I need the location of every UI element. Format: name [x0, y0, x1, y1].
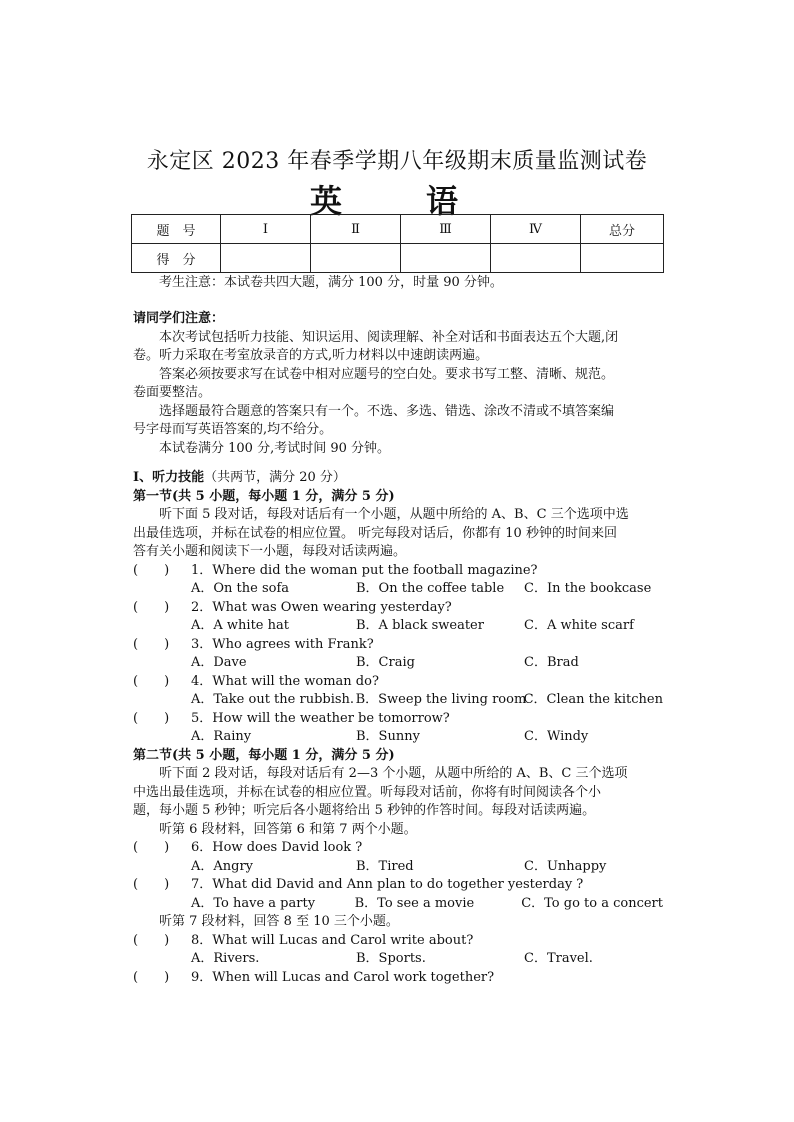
question: [133, 599, 663, 618]
question-stem: 1．Where did the woman put the football magazine?: [191, 562, 538, 578]
option-c: C．To go to a concert: [521, 895, 663, 911]
option-b: B．Tired: [356, 858, 414, 874]
score-cell-part2: Ⅱ: [311, 215, 401, 244]
options-row: [133, 617, 663, 636]
score-cell-part3: Ⅲ: [401, 215, 491, 244]
question: [133, 562, 663, 581]
question: [133, 673, 663, 692]
answer-blank[interactable]: ( ): [133, 969, 170, 985]
question-stem: 3．Who agrees with Frank?: [191, 636, 374, 652]
option-a: A．Take out the rubbish.: [191, 692, 355, 707]
option-b: B．Sweep the living room: [355, 692, 527, 707]
option-a: A．Angry: [191, 858, 254, 874]
options-row: [133, 895, 663, 914]
question-stem: 4．What will the woman do?: [191, 673, 379, 689]
answer-blank[interactable]: ( ): [133, 710, 170, 726]
question-stem: 9．When will Lucas and Carol work together?: [191, 969, 495, 985]
score-cell-label: 题 号: [132, 215, 221, 244]
material-6-note: 听第 6 段材料，回答第 6 和第 7 两个小题。: [159, 821, 417, 837]
score-input-part3[interactable]: [401, 244, 491, 273]
option-a: A．On the sofa: [191, 581, 290, 596]
question: [133, 710, 663, 729]
answer-blank[interactable]: ( ): [133, 877, 170, 892]
answer-blank[interactable]: ( ): [133, 599, 170, 615]
instruction-line: 卷面要整洁。: [133, 385, 212, 400]
score-table: [131, 214, 664, 273]
question-stem: 5．How will the weather be tomorrow?: [191, 710, 450, 726]
score-table-score-row: [132, 244, 664, 273]
question-stem: 2．What was Owen wearing yesterday?: [191, 599, 452, 615]
option-b: B．On the coffee table: [356, 581, 505, 596]
question: [133, 839, 663, 858]
options-row: [133, 654, 663, 673]
part2-directions: 中选出最佳选项，并标在试卷的相应位置。听每段对话前，你将有时间阅读各个小: [133, 784, 602, 800]
part2-directions: 听下面 2 段对话，每段对话后有 2—3 个小题，从题中所给的 A、B、C 三个选项: [159, 766, 628, 781]
question-stem: 6．How does David look ?: [191, 840, 363, 855]
score-input-total[interactable]: [581, 244, 664, 273]
score-table-header-row: [132, 215, 664, 244]
part1-directions: 听下面 5 段对话，每段对话后有一个小题，从题中所给的 A、B、C 三个选项中选: [159, 507, 629, 522]
answer-blank[interactable]: ( ): [133, 636, 170, 652]
notice-block: [133, 274, 663, 293]
answer-blank[interactable]: ( ): [133, 673, 170, 689]
option-a: A．To have a party: [191, 895, 316, 911]
part1-directions: 出最佳选项，并标在试卷的相应位置。 听完每段对话后，你都有 10 秒钟的时间来回: [133, 525, 617, 541]
question: [133, 969, 663, 988]
score-row-label: 得 分: [132, 244, 221, 273]
answer-blank[interactable]: ( ): [133, 562, 170, 578]
options-row: [133, 858, 663, 877]
instructions-heading: 请同学们注意：: [133, 311, 225, 326]
options-row: [133, 950, 663, 969]
option-c: C．In the bookcase: [524, 581, 652, 596]
option-b: B．A black sweater: [356, 618, 484, 633]
question: [133, 876, 663, 895]
option-c: C．Travel.: [524, 951, 593, 966]
instruction-line: 本试卷满分 100 分,考试时间 90 分钟。: [159, 440, 391, 456]
option-c: C．Clean the kitchen: [523, 692, 663, 707]
options-row: [133, 728, 663, 747]
option-b: B．Sunny: [356, 729, 420, 744]
section1-title: [133, 469, 663, 488]
part1-directions: 答有关小题和阅读下一小题，每段对话读两遍。: [133, 544, 407, 559]
instruction-line: 号字母而写英语答案的,均不给分。: [133, 422, 333, 437]
question: [133, 636, 663, 655]
option-c: C．Windy: [524, 729, 589, 744]
answer-blank[interactable]: ( ): [133, 840, 170, 855]
option-a: A．Rivers.: [191, 951, 260, 966]
question: [133, 932, 663, 951]
exam-title: 永定区 2023 年春季学期八年级期末质量监测试卷: [146, 149, 648, 174]
option-a: A．Dave: [191, 655, 247, 670]
instruction-line: 卷。听力采取在考室放录音的方式,听力材料以中速朗读两遍。: [133, 348, 489, 363]
options-row: [133, 691, 663, 710]
instructions-block: [133, 310, 663, 458]
option-b: B．To see a movie: [354, 895, 475, 911]
score-cell-part1: Ⅰ: [221, 215, 311, 244]
option-c: C．A white scarf: [524, 618, 634, 633]
option-a: A．Rainy: [191, 729, 252, 744]
instruction-line: 选择题最符合题意的答案只有一个。不选、多选、错选、涂改不清或不填答案编: [159, 403, 615, 419]
section1-title-text: Ⅰ、听力技能: [133, 470, 205, 485]
listening-section: [133, 469, 663, 987]
answer-blank[interactable]: ( ): [133, 932, 170, 948]
part2-heading: 第二节(共 5 小题，每小题 1 分，满分 5 分): [133, 747, 395, 763]
score-input-part4[interactable]: [491, 244, 581, 273]
option-a: A．A white hat: [191, 618, 289, 633]
score-input-part2[interactable]: [311, 244, 401, 273]
part1-heading: 第一节(共 5 小题，每小题 1 分，满分 5 分): [133, 488, 395, 504]
score-cell-part4: Ⅳ: [491, 215, 581, 244]
options-row: [133, 580, 663, 599]
material-7-note: 听第 7 段材料，回答 8 至 10 三个小题。: [159, 914, 399, 929]
instruction-line: 本次考试包括听力技能、知识运用、阅读理解、补全对话和书面表达五个大题,闭: [159, 329, 619, 345]
part2-directions: 题，每小题 5 秒钟；听完后各小题将给出 5 秒钟的作答时间。每段对话读两遍。: [133, 803, 596, 818]
option-c: C．Brad: [524, 655, 579, 670]
score-input-part1[interactable]: [221, 244, 311, 273]
option-b: B．Craig: [356, 655, 415, 670]
score-cell-total: 总分: [581, 215, 664, 244]
question-stem: 8．What will Lucas and Carol write about?: [191, 932, 474, 948]
subject-title: 英 语: [309, 182, 484, 220]
section1-title-note: （共两节，满分 20 分）: [204, 470, 346, 485]
exam-notice: 考生注意：本试卷共四大题，满分 100 分，时量 90 分钟。: [159, 275, 503, 290]
question-stem: 7．What did David and Ann plan to do together yesterday ?: [191, 877, 584, 892]
option-c: C．Unhappy: [524, 858, 607, 874]
option-b: B．Sports.: [356, 951, 426, 966]
instruction-line: 答案必须按要求写在试卷中相对应题号的空白处。要求书写工整、清晰、规范。: [159, 366, 615, 382]
